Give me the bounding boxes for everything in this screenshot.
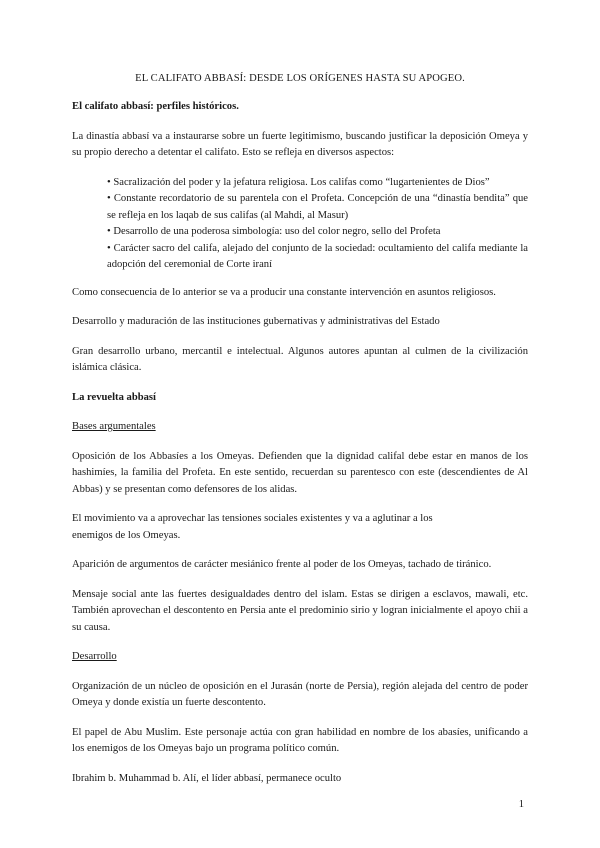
list-item: • Carácter sacro del califa, alejado del conjunto de la sociedad: ocultamiento del califa mediante la adopción del ceremonial de Corte iraní: [107, 242, 528, 270]
section-heading-perfiles: El califato abbasí: perfiles históricos.: [72, 101, 239, 112]
paragraph-abu-muslim: El papel de Abu Muslim. Este personaje actúa con gran habilidad en nombre de los abasíes, unificando a los enemigos de los Omeyas bajo un programa político común.: [72, 726, 528, 754]
section-heading-revuelta: La revuelta abbasí: [72, 391, 156, 403]
subheading-desarrollo: Desarrollo: [72, 651, 117, 662]
paragraph-ibrahim: Ibrahim b. Muhammad b. Alí, el líder abbasí, permanece oculto: [72, 772, 342, 784]
list-item: • Constante recordatorio de su parentela con el Profeta. Concepción de una “dinastía bendita” que se refleja en los laqab de sus califas (al Mahdi, al Masur): [107, 193, 528, 221]
paragraph-mensaje-social: Mensaje social ante las fuertes desigualdades dentro del islam. Estas se dirigen a esclavos, mawali, etc. También aprovechan el descontento en Persia ante el predominio sirio y logran inicialmente el apoyo chii a su causa.: [72, 588, 528, 633]
subheading-bases: Bases argumentales: [72, 421, 156, 432]
aspects-list: [72, 175, 528, 274]
paragraph-jurasan: Organización de un núcleo de oposición en el Jurasán (norte de Persia), región alejada del centro de poder Omeya y donde existía un fuerte descontento.: [72, 680, 528, 708]
list-item: • Sacralización del poder y la jefatura religiosa. Los califas como “lugartenientes de Dios”: [107, 176, 490, 188]
paragraph-instituciones: Desarrollo y maduración de las instituciones gubernativas y administrativas del Estado: [72, 316, 440, 327]
page-number: 1: [518, 799, 524, 810]
paragraph-mesianico: Aparición de argumentos de carácter mesiánico frente al poder de los Omeyas, tachado de tiránico.: [72, 559, 492, 570]
paragraph-desarrollo-urbano: Gran desarrollo urbano, mercantil e intelectual. Algunos autores apuntan al culmen de la civilización islámica clásica.: [72, 345, 528, 373]
paragraph-intro: La dinastía abbasí va a instaurarse sobre un fuerte legitimismo, buscando justificar la deposición Omeya y su propio derecho a detentar el califato. Esto se refleja en diversos aspectos:: [72, 130, 528, 158]
paragraph-movimiento-line2: enemigos de los Omeyas.: [72, 529, 181, 541]
paragraph-movimiento: [72, 511, 528, 544]
document-title: EL CALIFATO ABBASÍ: DESDE LOS ORÍGENES HASTA SU APOGEO.: [135, 73, 465, 84]
list-item: • Desarrollo de una poderosa simbología: uso del color negro, sello del Profeta: [107, 226, 441, 237]
paragraph-movimiento-line1: El movimiento va a aprovechar las tensiones sociales existentes y va a aglutinar a los: [72, 513, 433, 524]
paragraph-oposicion: Oposición de los Abbasíes a los Omeyas. Defienden que la dignidad califal debe estar en manos de los hashimíes, la familia del Profeta. En este sentido, recuerdan su parentesco con este (descendientes de Al Abbas) y se presentan como defensores de los alidas.: [72, 450, 528, 495]
document-body: [72, 99, 528, 800]
paragraph-consecuencia: Como consecuencia de lo anterior se va a producir una constante intervención en asuntos religiosos.: [72, 286, 496, 298]
